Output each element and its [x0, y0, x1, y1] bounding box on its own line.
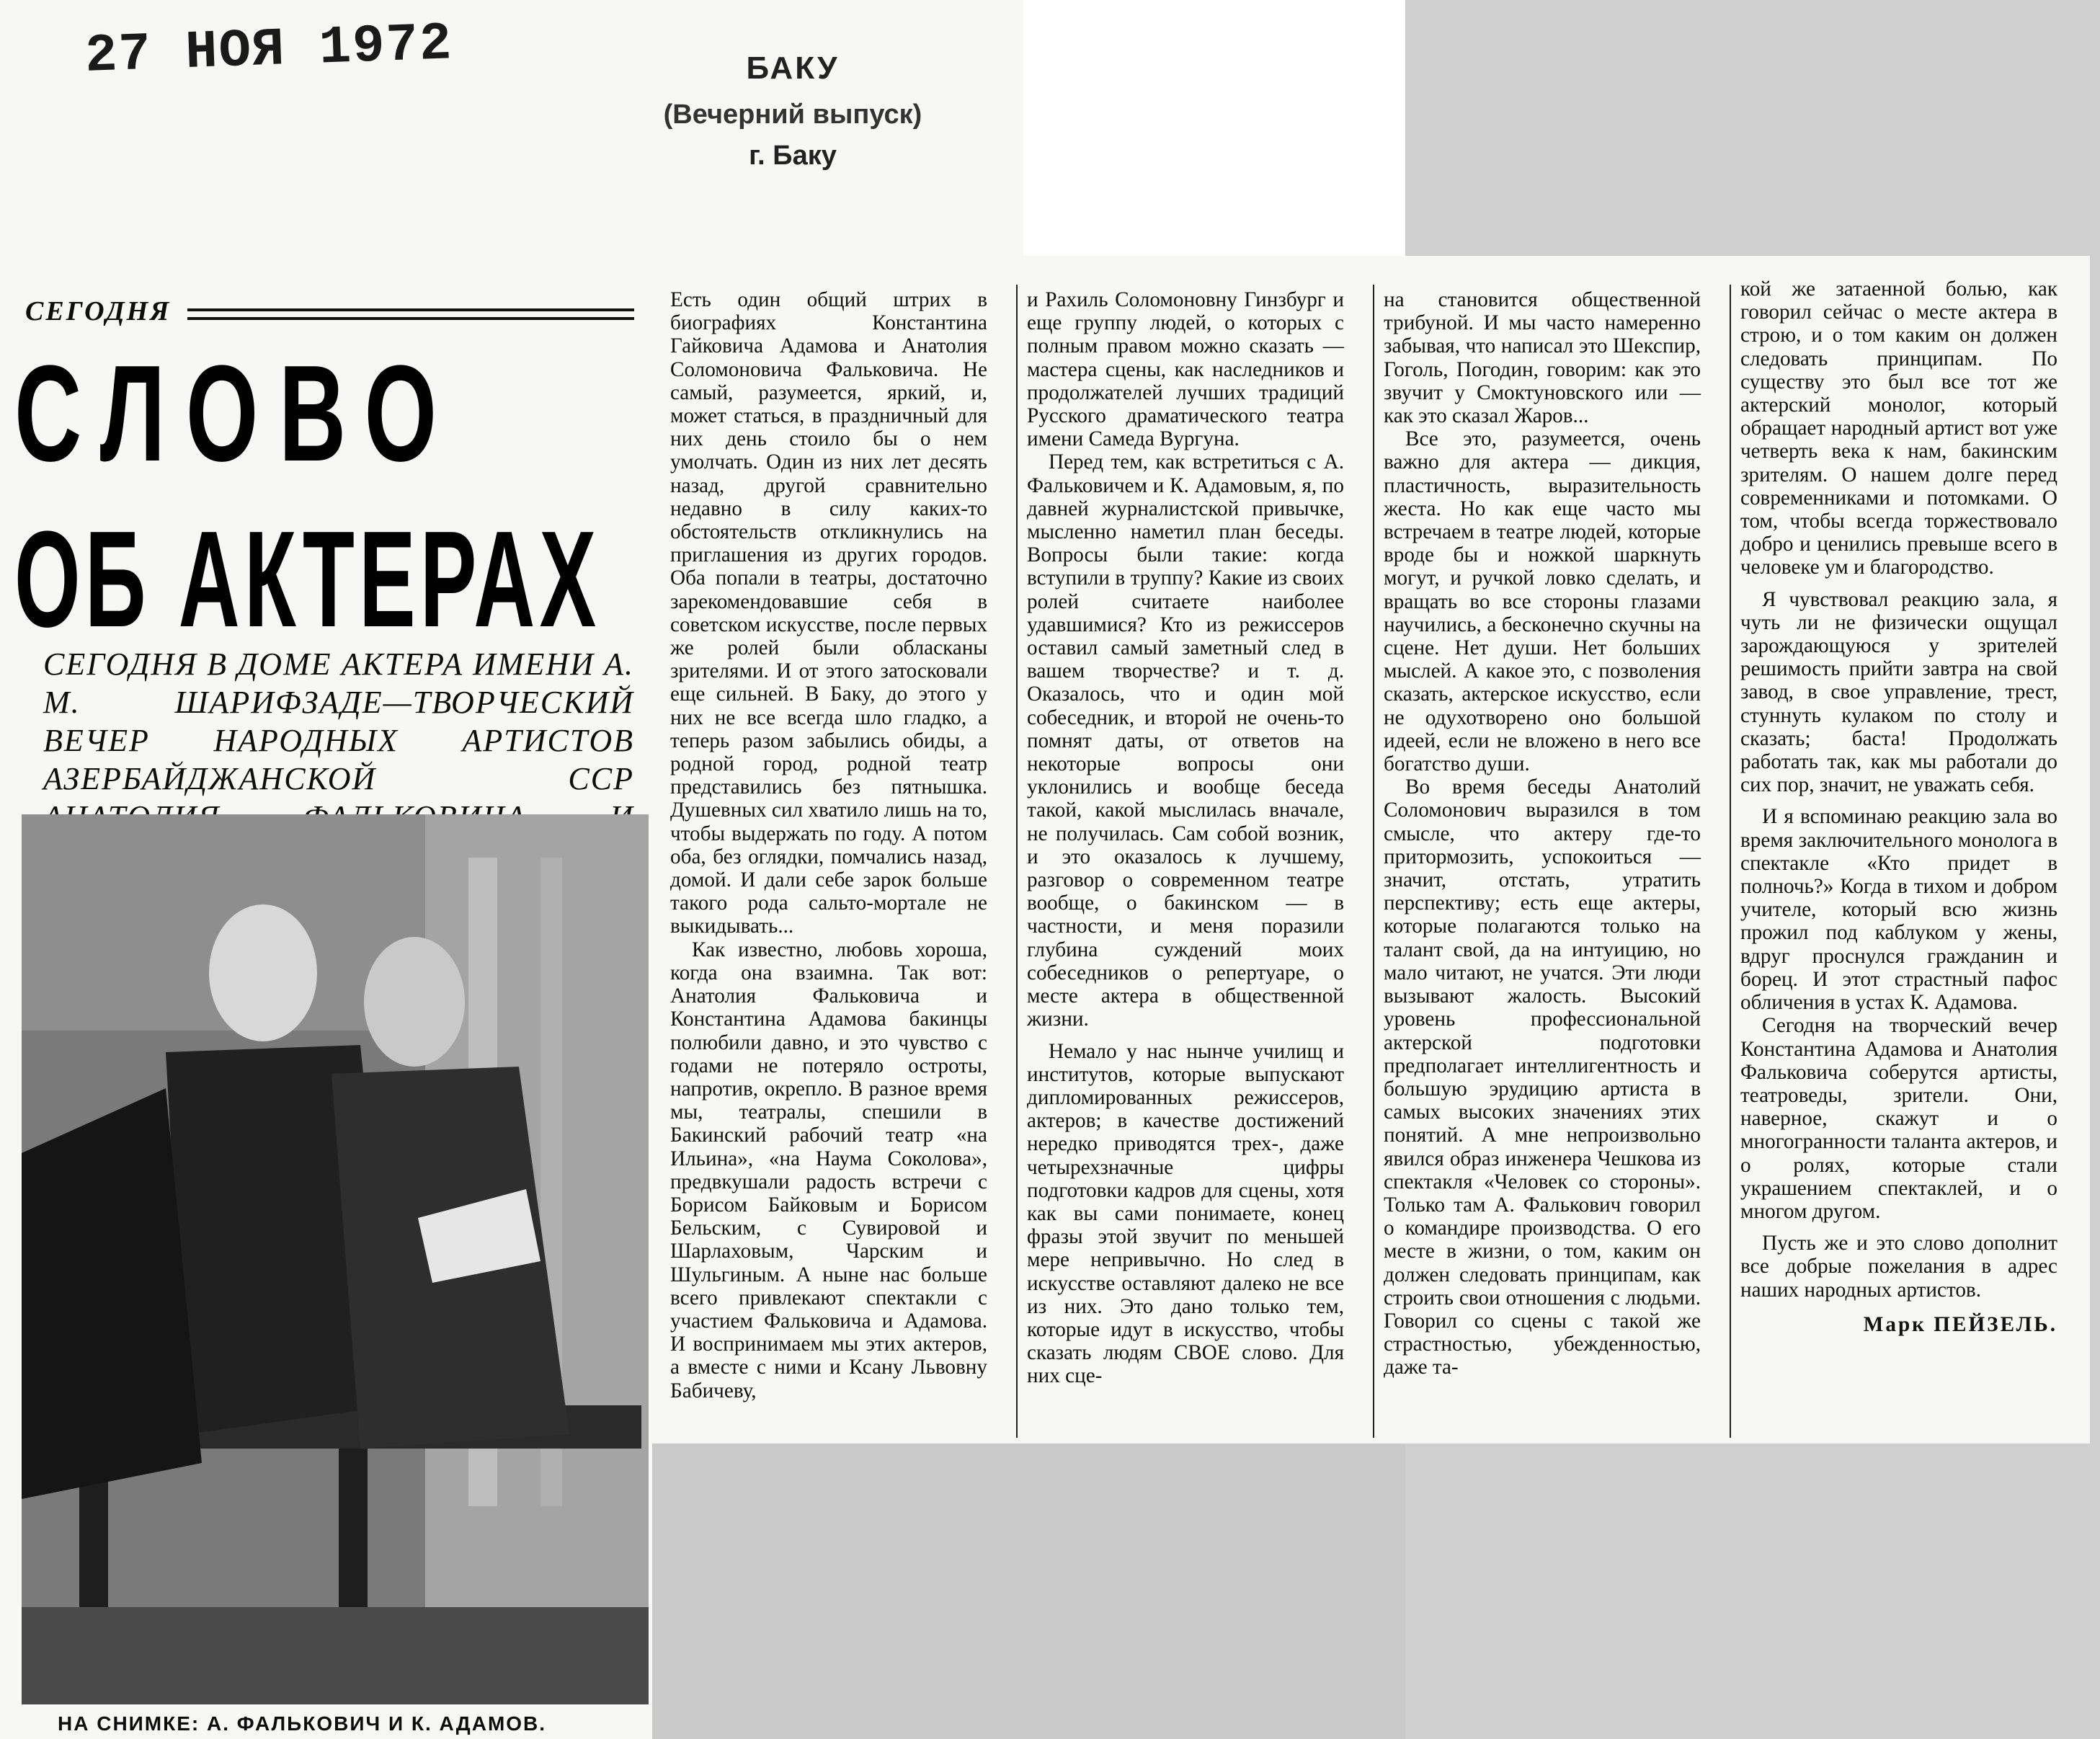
- paragraph: Как известно, любовь хороша, когда она взаимна. Так вот: Анатолия Фальковича и Константина Адамова бакинцы полюбили давно, и это чувство с годами не потеряло остроты, напротив, окрепло. В разное время мы, театралы, спешили в Бакинский рабочий театр «на Ильина», «на Наума Соколова», предвкушали радость встречи с Борисом Байковым и Борисом Бельским, с Сувировой и Шарлаховым, Чарским и Шульгиным. А ныне нас больше всего привлекают спектакли с участием Фальковича и Адамова. И воспринимаем мы этих актеров, а вместе с ними и Ксану Львовну Бабичеву,: [670, 938, 987, 1402]
- lead-paragraph: СЕГОДНЯ В ДОМЕ АКТЕРА ИМЕНИ А. М. ШАРИФЗАДЕ—ТВОРЧЕСКИЙ ВЕЧЕР НАРОДНЫХ АРТИСТОВ АЗЕРБАЙДЖАНСКОЙ ССР: [43, 646, 634, 796]
- paragraph: Пусть же и это слово дополнит все добрые пожелания в адрес наших народных артистов.: [1740, 1232, 2057, 1302]
- paragraph: Во время беседы Анатолий Соломонович выразился в том смысле, что актеру где-то притормозить, успокоиться — значит, отстать, утратить перспективу; есть еще актеры, которые полагаются только на талант свой, да на интуицию, но мало читают, не учатся. Эти люди вызывают жалость. Высокий уровень профессиональной актерской подготовки предполагает интеллигентность и большую эрудицию артиста в самых высоких значениях этих понятий. А мне непроизвольно явился образ инженера Чешкова из спектакля «Человек со стороны». Только там А. Фалькович говорил о командире производства. О его месте в жизни, о том, каким он должен следовать принципам, как строить свои отношения с людьми. Говорил со сцены с такой же страстностью, убежденностью, даже та-: [1384, 775, 1701, 1379]
- article-column-4: [1740, 277, 2057, 1336]
- headline-line-1: СЛОВО: [14, 337, 458, 490]
- paragraph: и Рахиль Соломоновну Гинзбург и еще группу людей, о которых с полным правом можно сказать — мастера сцены, как наследников и продолжателей лучших традиций Русского драматического театра имени Самеда Вургуна.: [1027, 288, 1344, 451]
- paragraph: Есть один общий штрих в биографиях Константина Гайковича Адамова и Анатолия Соломоновича Фальковича. Не самый, разумеется, яркий, и, может статься, в праздничный для них день стоило бы о нем умолчать. Один из них лет десять назад, другой сравнительно недавно в силу каких-то обстоятельств откликнулись на приглашения из других городов. Оба попали в театры, достаточно зарекомендовавшие себя в советском искусстве, после первых же ролей были обласканы зрителями. И от этого затосковали еще сильней. В Баку, до этого у них не все всегда шло гладко, а теперь разом забылись обиды, а родной город, родной театр представились без пятнышка. Душевных сил хватило лишь на то, чтобы выдержать по году. А потом оба, без оглядки, помчались назад, домой. И дали себе зарок больше такого рода сальто-мортале не выкидывать...: [670, 288, 987, 938]
- background-gray-lower: [649, 1441, 1405, 1739]
- paragraph: И я вспоминаю реакцию зала во время заключительного монолога в спектакле «Кто придет в полночь?» Когда в тихом и добром учителе, который всю жизнь прожил под каблуком у жены, вдруг проснулся гражданин и борец. И этот страстный пафос обличения в устах К. Адамова.: [1740, 805, 2057, 1015]
- paragraph: Я чувствовал реакцию зала, я чуть ли не физически ощущал зарождающуюся у зрителей решимость прийти завтра на свой завод, в свое управление, трест, стуннуть кулаком по столу и сказать; баста! Продолжать работать так, как мы работали до сих пор, значит, не уважать себя.: [1740, 587, 2057, 797]
- paragraph: Немало у нас нынче училищ и институтов, которые выпускают дипломированных режиссеров, актеров; в качестве достижений нередко приводятся трех-, даже четырехзначные цифры подготовки кадров для сцены, хотя как вы сами понимаете, конец фразы этой звучит по меньшей мере непривычно. Но след в искусстве оставляют далеко не все из них. Это дано только тем, которые идут в искусство, чтобы сказать людям СВОЕ слово. Для них сце-: [1027, 1039, 1344, 1388]
- kicker-rule: [187, 308, 634, 311]
- article-column-1: [670, 288, 987, 1402]
- paragraph: Все это, разумеется, очень важно для актера — дикция, пластичность, выразительность жеста. Но как еще часто мы встречаем в театре людей, которые вроде бы и ножкой шаркнуть могут, и ручкой ловко сделать, и вращать во все стороны глазами научились, а бесконечно скучны на сцене. Нет души. Нет больших мыслей. А какое это, с позволения сказать, актерское искусство, если не одухотворено оно большой идеей, если не вложено в него все богатство души.: [1384, 427, 1701, 776]
- date-stamp: 27 НОЯ 1972: [84, 14, 454, 87]
- author-signature: Марк ПЕЙЗЕЛЬ.: [1863, 1312, 2057, 1336]
- paragraph: кой же затаенной болью, как говорил сейчас о месте актера в строю, и о том каким он должен следовать принципам. По существу это был все тот же актерский монолог, который обращает народный артист вот уже четверть века к нам, бакинским зрителям. О нашем долге перед современниками и потомками. О том, чтобы всегда торжествовало добро и ценились превыше всего в человеке ум и благородство.: [1740, 277, 2057, 579]
- column-divider: [1016, 285, 1018, 1438]
- stamp-city: БАКУ: [746, 50, 840, 86]
- photo-image: [22, 814, 649, 1704]
- headline-line-2: ОБ АКТЕРАХ: [14, 503, 601, 656]
- article-column-3: [1384, 288, 1701, 1379]
- stamp-location: г. Баку: [749, 141, 837, 171]
- paragraph: на становится общественной трибуной. И мы часто намеренно забывая, что написал это Шекспир, Гоголь, Погодин, говорим: как это звучит у Смоктуновского или — как это сказал Жаров...: [1384, 288, 1701, 428]
- column-divider: [1730, 285, 1731, 1438]
- paragraph: Перед тем, как встретиться с А. Фальковичем и К. Адамовым, я, по давней журналистской привычке, мысленно наметил план беседы. Вопросы были такие: когда вступили в труппу? Какие из своих ролей считаете наиболее удавшимися? Кто из режиссеров оставил самый заметный след в вашем творчестве? и т. д. Оказалось, что и один мой собеседник, и второй не очень-то помнят даты, от ответов на некоторые вопросы они уклонились и вообще беседа такой, какой мыслилась вначале, не получилась. Сам собой возник, и это оказалось к лучшему, разговор о современном театре вообще, о бакинском — в частности, и меня поразили глубина суждений моих собеседников о репертуаре, о месте актера в общественной жизни.: [1027, 450, 1344, 1031]
- kicker: СЕГОДНЯ: [25, 296, 172, 326]
- photo-caption: НА СНИМКЕ: А. ФАЛЬКОВИЧ И К. АДАМОВ.: [58, 1712, 547, 1735]
- newspaper-stamp: [627, 50, 958, 172]
- column-divider: [1373, 285, 1374, 1438]
- article-column-2: [1027, 288, 1344, 1388]
- paragraph: Сегодня на творческий вечер Константина Адамова и Анатолия Фальковича соберутся артисты, театроведы, зрители. Они, наверное, скажут и о многогранности таланта актеров, и о ролях, которые стали украшением спектаклей, и о многом другом.: [1740, 1014, 2057, 1223]
- kicker-rule: [187, 317, 634, 320]
- photo-actors: [22, 814, 649, 1704]
- stamp-edition: (Вечерний выпуск): [663, 99, 922, 130]
